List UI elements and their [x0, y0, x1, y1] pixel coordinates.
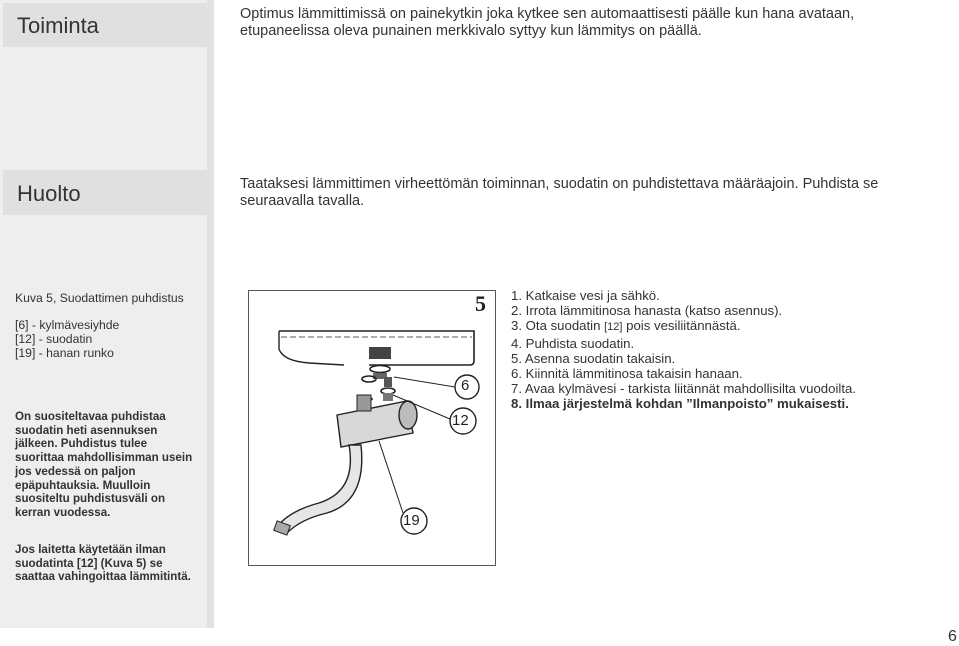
warning-note: Jos laitetta käytetään ilman suodatinta [12] (Kuva 5) se saattaa vahingoittaa lämmitintä. — [15, 543, 191, 584]
sidebar-edge — [207, 0, 214, 628]
callout-19: 19 — [403, 512, 420, 529]
section-tab-toiminta — [3, 3, 207, 47]
step-item-bleeding: 8. Ilmaa järjestelmä kohdan ”Ilmanpoisto” mukaisesti. — [511, 396, 849, 412]
step-item: 4. Puhdista suodatin. — [511, 335, 635, 351]
toiminta-text: Optimus lämmittimissä on painekytkin joka kytkee sen automaattisesti päälle kun hana avataan, etupaneelissa oleva punainen merkkivalo syttyy kun lämmitys on päällä. — [240, 6, 855, 39]
filter-ref: [12] — [604, 321, 623, 334]
cleaning-steps — [511, 288, 856, 412]
huolto-text: Taataksesi lämmittimen virheettömän toiminnan, suodatin on puhdistettava määräajoin. Puhdista se seuraavalla tavalla. — [240, 176, 879, 209]
sidebar-background — [0, 0, 214, 628]
part-item: [6] - kylmävesiyhde — [15, 318, 120, 332]
part-item: [19] - hanan runko — [15, 346, 114, 360]
step-item: 6. Kiinnitä lämmitinosa takaisin hanaan. — [511, 366, 743, 382]
section-title-huolto: Huolto — [17, 181, 81, 206]
callout-12: 12 — [452, 412, 469, 429]
figure-caption: Kuva 5, Suodattimen puhdistus — [15, 291, 184, 305]
section-title-toiminta: Toiminta — [17, 13, 99, 38]
maintenance-note: On suositeltavaa puhdistaa suodatin heti asennuksen jälkeen. Puhdistus tulee suorittaa mahdollisimman usein jos vedessä on paljon epäpuhtauksia. Muulloin suositeltu puhdistusväli on kerran vuodessa. — [15, 410, 193, 519]
filter-cleaning-figure — [248, 290, 496, 566]
step-item: 2. Irrota lämmitinosa hanasta (katso asennus). — [511, 303, 783, 319]
figure-parts-list — [15, 318, 119, 360]
page-number: 6 — [948, 628, 957, 645]
step-item: 5. Asenna suodatin takaisin. — [511, 350, 676, 366]
callout-6: 6 — [461, 377, 470, 394]
figure-number: 5 — [475, 291, 486, 316]
step-item: 7. Avaa kylmävesi - tarkista liitännät mahdollisilta vuodoilta. — [511, 381, 856, 397]
part-item: [12] - suodatin — [15, 332, 93, 346]
section-tab-huolto — [3, 170, 207, 215]
step-item: 3. Ota suodatin [12] pois vesiliitännästä. — [511, 318, 741, 334]
step-item: 1. Katkaise vesi ja sähkö. — [511, 288, 660, 303]
